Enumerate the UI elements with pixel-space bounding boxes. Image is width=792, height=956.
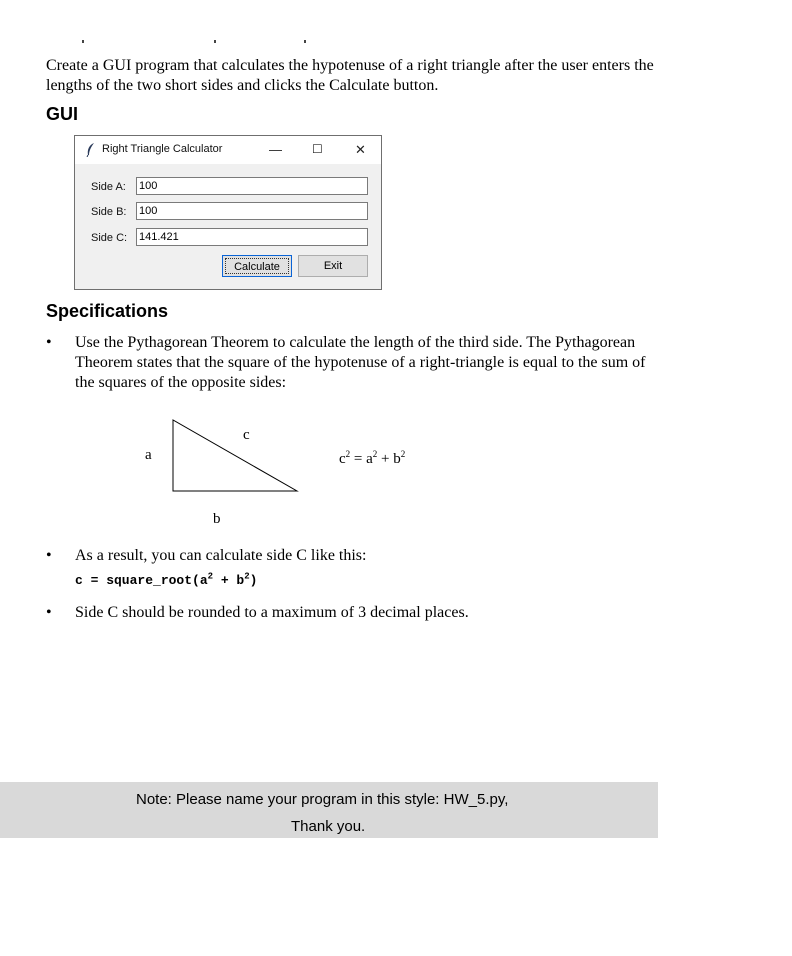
spec-item-1 — [46, 333, 656, 395]
minimize-button[interactable]: — — [269, 142, 282, 157]
note-banner — [0, 782, 658, 838]
side-b-input[interactable]: 100 — [136, 202, 368, 220]
right-triangle-diagram — [168, 416, 302, 496]
feather-icon — [86, 143, 96, 157]
bullet-glyph: • — [46, 604, 52, 621]
side-c-output: 141.421 — [136, 228, 368, 246]
triangle-label-b: b — [213, 511, 221, 527]
formula-c: c — [339, 451, 346, 467]
gui-heading: GUI — [46, 104, 79, 124]
spec-item-2-text: As a result, you can calculate side C like this: — [75, 547, 367, 564]
side-a-input[interactable]: 100 — [136, 177, 368, 195]
triangle-label-c: c — [243, 427, 250, 443]
spec-item-3 — [46, 603, 656, 625]
triangle-label-a: a — [145, 447, 152, 463]
close-button[interactable]: ✕ — [355, 142, 366, 157]
intro-paragraph: Create a GUI program that calculates the hypotenuse of a right triangle after the user enters the lengths of the two short sides and clicks the Calculate button. — [46, 57, 654, 94]
exit-button[interactable]: Exit — [298, 255, 368, 277]
spec-item-1-text: Use the Pythagorean Theorem to calculate the length of the third side. The Pythagorean Theorem states that the square of the hypotenuse of a right-triangle is equal to the sum of the squares of the opposite sides: — [75, 334, 646, 391]
side-c-label: Side C: — [91, 232, 128, 244]
formula-plus-b: + b — [377, 451, 401, 467]
code-exp: 2 — [207, 571, 214, 582]
cropped-text-remnant — [304, 40, 306, 43]
note-line-1: Note: Please name your program in this style: HW_5.py, — [136, 791, 509, 808]
spec-item-2 — [46, 546, 656, 568]
cropped-text-remnant — [82, 40, 84, 43]
calculator-window — [74, 135, 382, 290]
formula-eq-a: = a — [350, 451, 373, 467]
code-exp: 2 — [244, 571, 250, 582]
code-suffix: ) — [249, 573, 258, 588]
side-b-label: Side B: — [91, 206, 127, 218]
specifications-heading: Specifications — [46, 301, 169, 321]
pythagorean-formula — [339, 451, 405, 468]
calculate-button-label: Calculate — [225, 258, 289, 274]
bullet-glyph: • — [46, 334, 52, 351]
code-prefix: c = square_root(a — [75, 573, 208, 588]
window-titlebar — [75, 136, 381, 164]
code-snippet — [75, 573, 257, 588]
window-title: Right Triangle Calculator — [102, 143, 223, 155]
bullet-glyph: • — [46, 547, 52, 564]
spec-item-3-text: Side C should be rounded to a maximum of 3 decimal places. — [75, 604, 469, 621]
code-mid: + b — [213, 573, 245, 588]
note-line-2: Thank you. — [291, 818, 366, 835]
cropped-text-remnant — [214, 40, 216, 43]
formula-exp: 2 — [372, 449, 378, 459]
maximize-button[interactable]: ☐ — [312, 142, 323, 156]
side-a-label: Side A: — [91, 181, 126, 193]
formula-exp: 2 — [400, 449, 406, 459]
calculate-button[interactable] — [222, 255, 292, 277]
formula-exp: 2 — [345, 449, 351, 459]
